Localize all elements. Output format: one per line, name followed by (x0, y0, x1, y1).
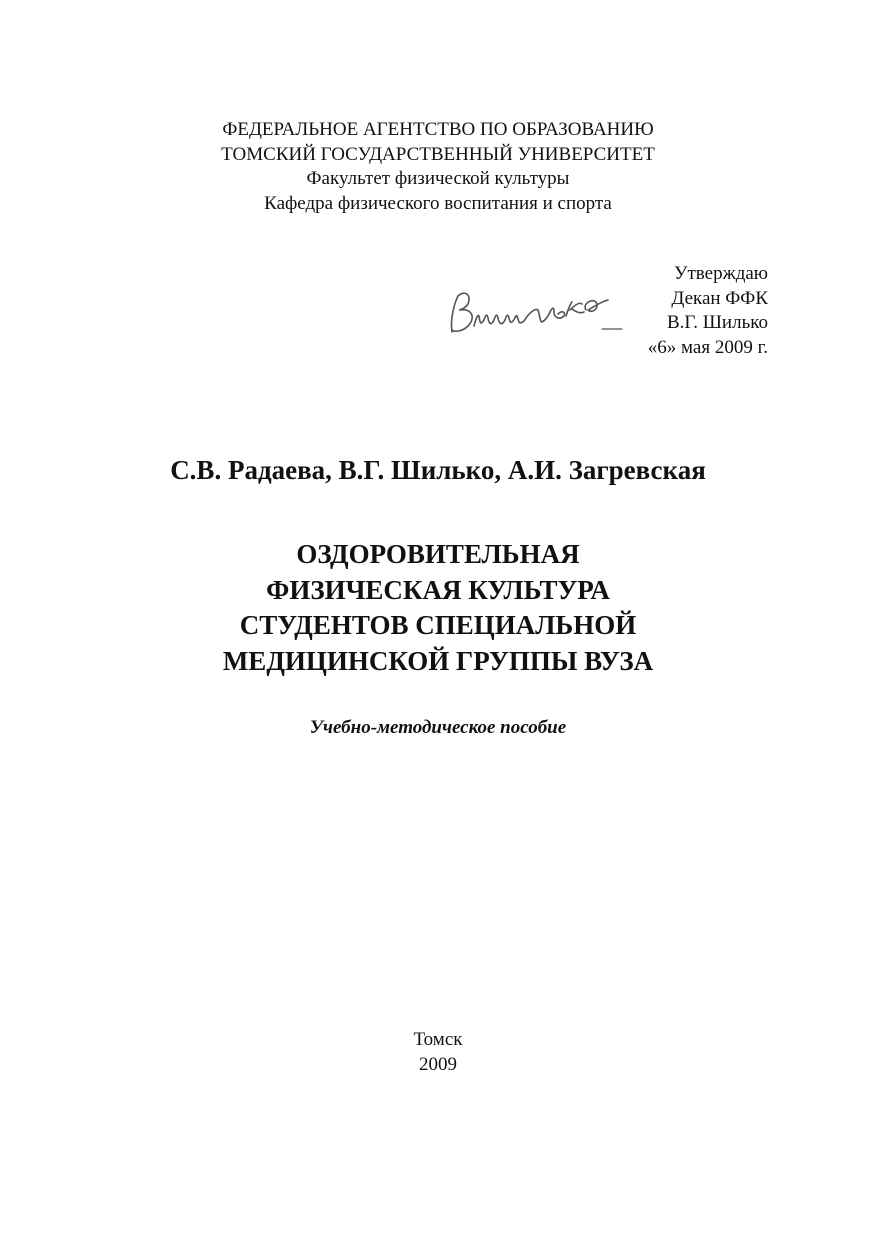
faculty-line: Факультет физической культуры (306, 168, 570, 189)
approver-position: Декан ФФК (671, 287, 768, 309)
department-line: Кафедра физического воспитания и спорта (264, 192, 612, 214)
authors-line: С.В. Радаева, В.Г. Шилько, А.И. Загревская (170, 455, 706, 485)
city: Томск (413, 1029, 463, 1050)
title-line: ОЗДОРОВИТЕЛЬНАЯ (296, 539, 580, 569)
document-type: Учебно-методическое пособие (309, 717, 567, 738)
approver-name: В.Г. Шилько (666, 312, 768, 333)
approval-date: «6» мая 2009 г. (647, 336, 768, 358)
approval-heading: Утверждаю (674, 263, 768, 284)
title-line: ФИЗИЧЕСКАЯ КУЛЬТУРА (266, 574, 610, 605)
imprint-block (0, 1028, 876, 1077)
header-block (0, 118, 876, 216)
document-title (0, 537, 876, 679)
approval-block (648, 262, 768, 360)
year: 2009 (419, 1053, 457, 1075)
title-line: СТУДЕНТОВ СПЕЦИАЛЬНОЙ (239, 610, 637, 640)
title-line: МЕДИЦИНСКОЙ ГРУППЫ ВУЗА (222, 645, 654, 676)
agency-line: ФЕДЕРАЛЬНОЕ АГЕНТСТВО ПО ОБРАЗОВАНИЮ (222, 119, 654, 140)
signature-image (442, 282, 624, 338)
university-line: ТОМСКИЙ ГОСУДАРСТВЕННЫЙ УНИВЕРСИТЕТ (221, 143, 655, 165)
